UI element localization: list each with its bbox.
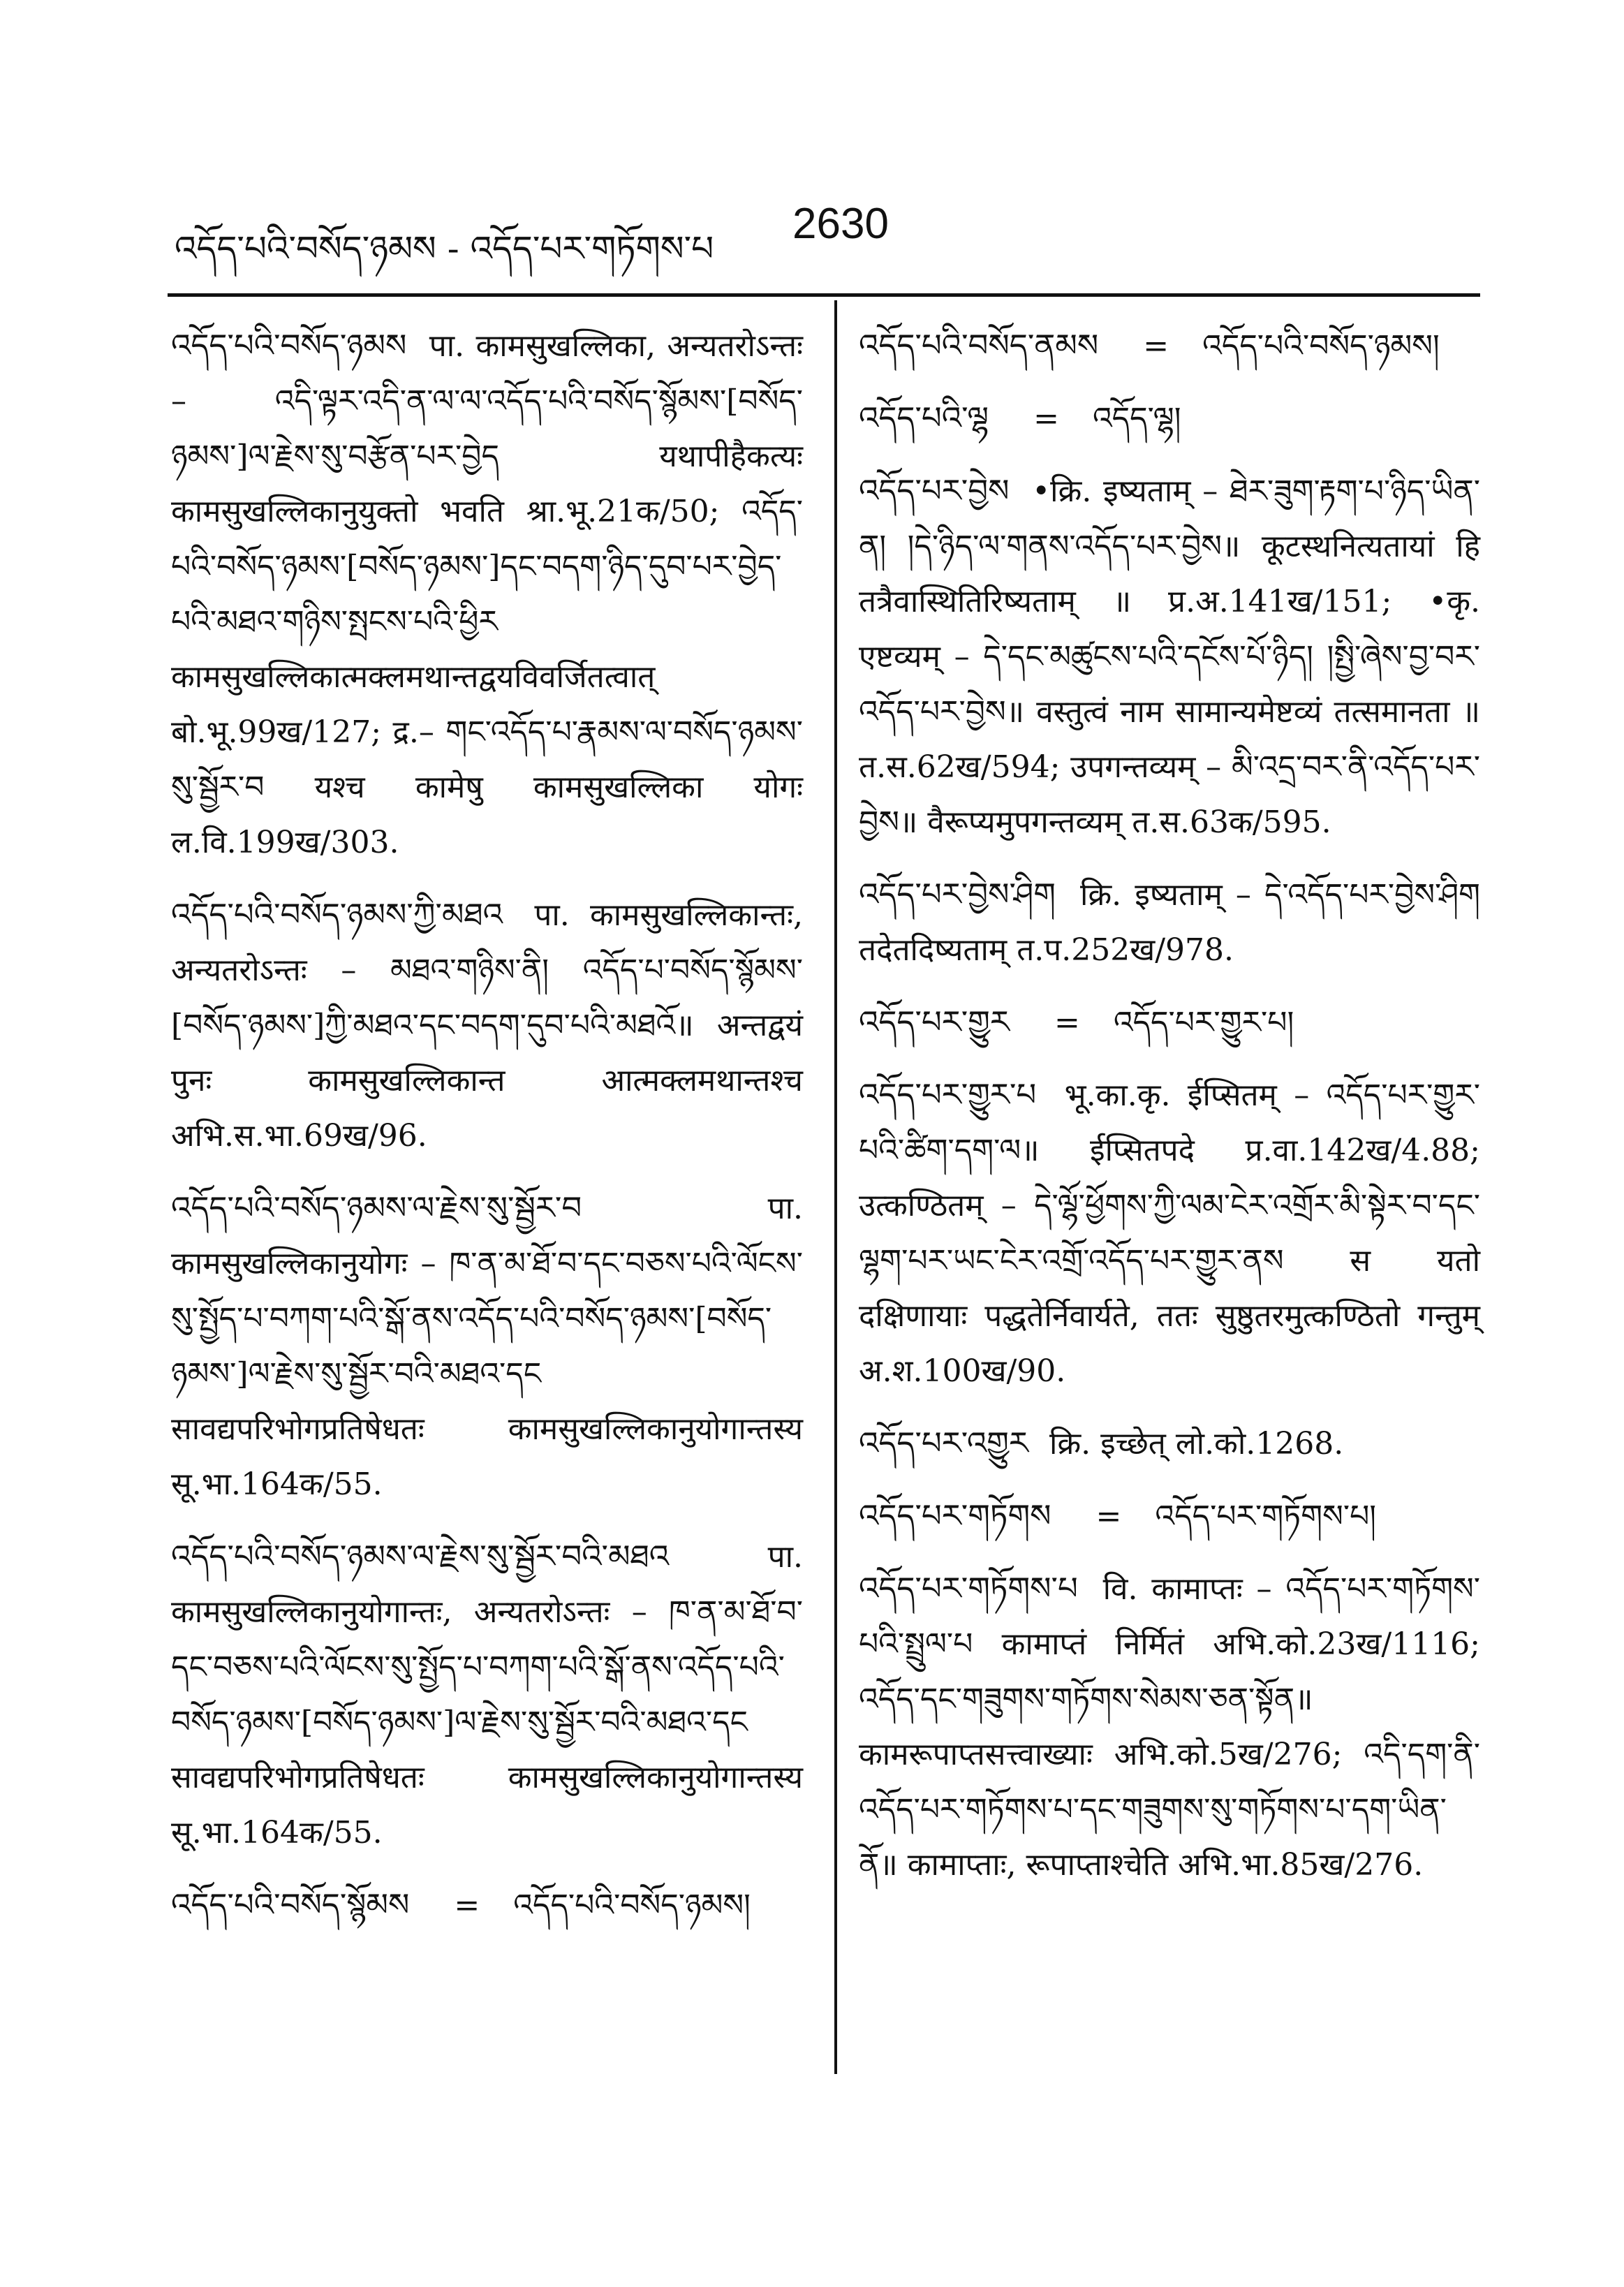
dictionary-entry [859, 390, 1480, 446]
entry-body: འདོད་པར་གཏོགས་པ། [1155, 1499, 1377, 1534]
entry-headword: འདོད་པའི་བསོད་ཉམས་ལ་རྗེས་སུ་སྦྱོར་བའི་མཐའ [171, 1538, 670, 1575]
entry-headword: འདོད་པའི་བསོད་ཉམས་ལ་རྗེས་སུ་སྦྱོར་བ [171, 1189, 582, 1226]
entry-headword: འདོད་པར་བྱེས [859, 472, 1010, 509]
left-column [171, 318, 803, 1950]
entry-body: पा. कामसुखल्लिकान्तः, अन्यतरोऽन्तः – མཐའ་གཉིས་ནི། འདོད་པ་བསོད་སྙོམས་[བསོད་ཉམས་]ཀྱི་མཐའ་དང་བདག་དུབ་པའི་མཐའོ॥ अन्तद्वयं पुनः कामसुखल्लिकान्त आत्मक्लमथान्तश्च अभि.स.भा.69ख/96. [171, 897, 803, 1154]
dictionary-entry [859, 463, 1480, 850]
entry-headword: འདོད་པར་བྱེས་ཤིག [859, 876, 1056, 913]
entry-body: འདོད་པའི་བསོད་ཉམས། [1202, 328, 1440, 364]
entry-body: འདོད་པར་གྱུར་པ། [1113, 1005, 1294, 1040]
dictionary-entry [171, 887, 803, 1163]
equals-sign: = [1033, 401, 1059, 436]
dictionary-entry [171, 1529, 803, 1860]
right-column [859, 318, 1480, 1909]
entry-body: पा. कामसुखल्लिकानुयोगः – ཁ་ན་མ་ཐོ་བ་དང་བཅས་པའི་ལོངས་སུ་སྤྱོད་པ་བཀག་པའི་སྒོ་ནས་འདོད་པའི་བསོད་ཉམས་[བསོད་ཉམས་]ལ་རྗེས་སུ་སྦྱོར་བའི་མཐའ་དང सावद्यपरिभोगप्रतिषेधतः कामसुखल्लिकानुयोगान्तस्य सू.भा.164क/55. [171, 1191, 803, 1502]
running-header [161, 199, 1487, 269]
dictionary-entry [859, 1561, 1480, 1892]
entry-headword: འདོད་པར་གཏོགས [859, 1497, 1051, 1534]
entry-body: वि. कामाप्तः – འདོད་པར་གཏོགས་པའི་སྤྲུལ་པ कामाप्तं निर्मितं अभि.को.23ख/1116; འདོད་དང་གཟུགས་གཏོགས་སེམས་ཅན་སྟོན॥ कामरूपाप्तसत्त्वाख्याः अभि.को.5ख/276; འདི་དག་ནི་འདོད་པར་གཏོགས་པ་དང་གཟུགས་སུ་གཏོགས་པ་དག་ཡིན་ནོ॥ कामाप्ताः, रूपाप्ताश्चेति अभि.भा.85ख/276. [859, 1571, 1481, 1883]
entry-headword: འདོད་པར་གཏོགས་པ [859, 1570, 1078, 1607]
entry-headword: འདོད་པའི་ལྷ [859, 399, 989, 436]
page-number: 2630 [792, 200, 889, 248]
equals-sign: = [1143, 328, 1169, 364]
equals-sign: = [1095, 1499, 1122, 1534]
entry-headword: འདོད་པར་གྱུར་པ [859, 1076, 1037, 1113]
equals-sign: = [454, 1888, 480, 1923]
entry-body: क्रि. इष्यताम् – དེ་འདོད་པར་བྱེས་ཤིག तदेतदिष्यताम् त.प.252ख/978. [859, 877, 1480, 968]
dictionary-entry [859, 1488, 1480, 1544]
entry-body: पा. कामसुखल्लिकानुयोगान्तः, अन्यतरोऽन्तः – ཁ་ན་མ་ཐོ་བ་དང་བཅས་པའི་ལོངས་སུ་སྤྱོད་པ་བཀག་པའི་སྒོ་ནས་འདོད་པའི་བསོད་ཉམས་[བསོད་ཉམས་]ལ་རྗེས་སུ་སྦྱོར་བའི་མཐའ་དང सावद्यपरिभोगप्रतिषेधतः कामसुखल्लिकानुयोगान्तस्य सू.भा.164क/55. [171, 1539, 803, 1851]
entry-body: འདོད་པའི་བསོད་ཉམས། [513, 1888, 751, 1923]
entry-headword: འདོད་པའི་བསོད་སྙོམས [171, 1886, 410, 1923]
entry-body: भू.का.कृ. ईप्सितम् – འདོད་པར་གྱུར་པའི་ཚིག་དག་ལ॥ ईप्सितपदे प्र.वा.142ख/4.88; उत्कण्ठितम् – དེ་ལྷོ་ཕྱོགས་ཀྱི་ལམ་ངེར་འགྲོར་མི་སྟེར་བ་དང་ལྷག་པར་ཡང་ངེར་འགྲོ་འདོད་པར་གྱུར་ནས स यतो दक्षिणायाः पद्धतेर्निवार्यते, ततः सुष्ठुतरमुत्कण्ठितो गन्तुम् अ.श.100ख/90. [859, 1078, 1480, 1389]
dictionary-entry [171, 1877, 803, 1933]
header-rule [168, 293, 1480, 297]
entry-headword: འདོད་པར་གྱུར [859, 1003, 1010, 1040]
entry-body: क्रि. इच्छेत् लो.को.1268. [1049, 1426, 1344, 1462]
dictionary-entry [859, 318, 1480, 374]
dictionary-entry [859, 867, 1480, 978]
dictionary-entry [859, 1067, 1480, 1399]
dictionary-entry [859, 994, 1480, 1050]
equals-sign: = [1054, 1005, 1080, 1040]
entry-headword: འདོད་པའི་བསོད་ཉམས་ཀྱི་མཐའ [171, 896, 503, 933]
dictionary-entry [171, 318, 803, 870]
dictionary-entry [171, 1180, 803, 1512]
dictionary-entry [859, 1415, 1480, 1471]
entry-body: •क्रि. इष्यताम् – ཐེར་ཟུག་རྟག་པ་ཉིད་ཡིན་ན། །དེ་ཉིད་ལ་གནས་འདོད་པར་བྱེས॥ कूटस्थनित्यतायां हि तत्रैवास्थितिरिष्यताम् ॥ प्र.अ.141ख/151; •कृ. एष्टव्यम् – དེ་དང་མཚུངས་པའི་དངོས་པོ་ཉིད། །སྤྱི་ཞེས་བྱ་བར་འདོད་པར་བྱེས॥ वस्तुत्वं नाम सामान्यमेष्टव्यं तत्समानता ॥ त.स.62ख/594; उपगन्तव्यम् – མི་འདྲ་བར་ནི་འདོད་པར་བྱེས॥ वैरूप्यमुपगन्तव्यम् त.स.63क/595. [859, 473, 1480, 840]
entry-body: འདོད་ལྷ། [1092, 401, 1181, 436]
entry-headword: འདོད་པའི་བསོད་ནམས [859, 327, 1099, 364]
header-range: འདོད་པའི་བསོད་ཉམས - འདོད་པར་གཏོགས་པ [175, 228, 714, 269]
column-divider [834, 300, 837, 2074]
entry-headword: འདོད་པར་འགྱུར [859, 1425, 1028, 1462]
entry-headword: འདོད་པའི་བསོད་ཉམས [171, 327, 407, 364]
entry-body: पा. कामसुखल्लिका, अन्यतरोऽन्तः – འདི་ལྟར་འདི་ན་ལ་ལ་འདོད་པའི་བསོད་སྙོམས་[བསོད་ཉམས་]ལ་རྗེས་སུ་བརྩོན་པར་བྱེད यथापीहैकत्यः कामसुखल्लिकानुयुक्तो भवति श्रा.भू.21क/50; འདོད་པའི་བསོད་ཉམས་[བསོད་ཉམས་]དང་བདག་ཉིད་དུབ་པར་བྱེད་པའི་མཐའ་གཉིས་སྤངས་པའི་ཕྱིར कामसुखल्लिकात्मक्लमथान्तद्वयविवर्जितत्वात् बो.भू.99ख/127; द्र.– གང་འདོད་པ་རྣམས་ལ་བསོད་ཉམས་སུ་སྦྱོར་བ यश्च कामेषु कामसुखल्लिका योगः ल.वि.199ख/303. [171, 328, 803, 860]
